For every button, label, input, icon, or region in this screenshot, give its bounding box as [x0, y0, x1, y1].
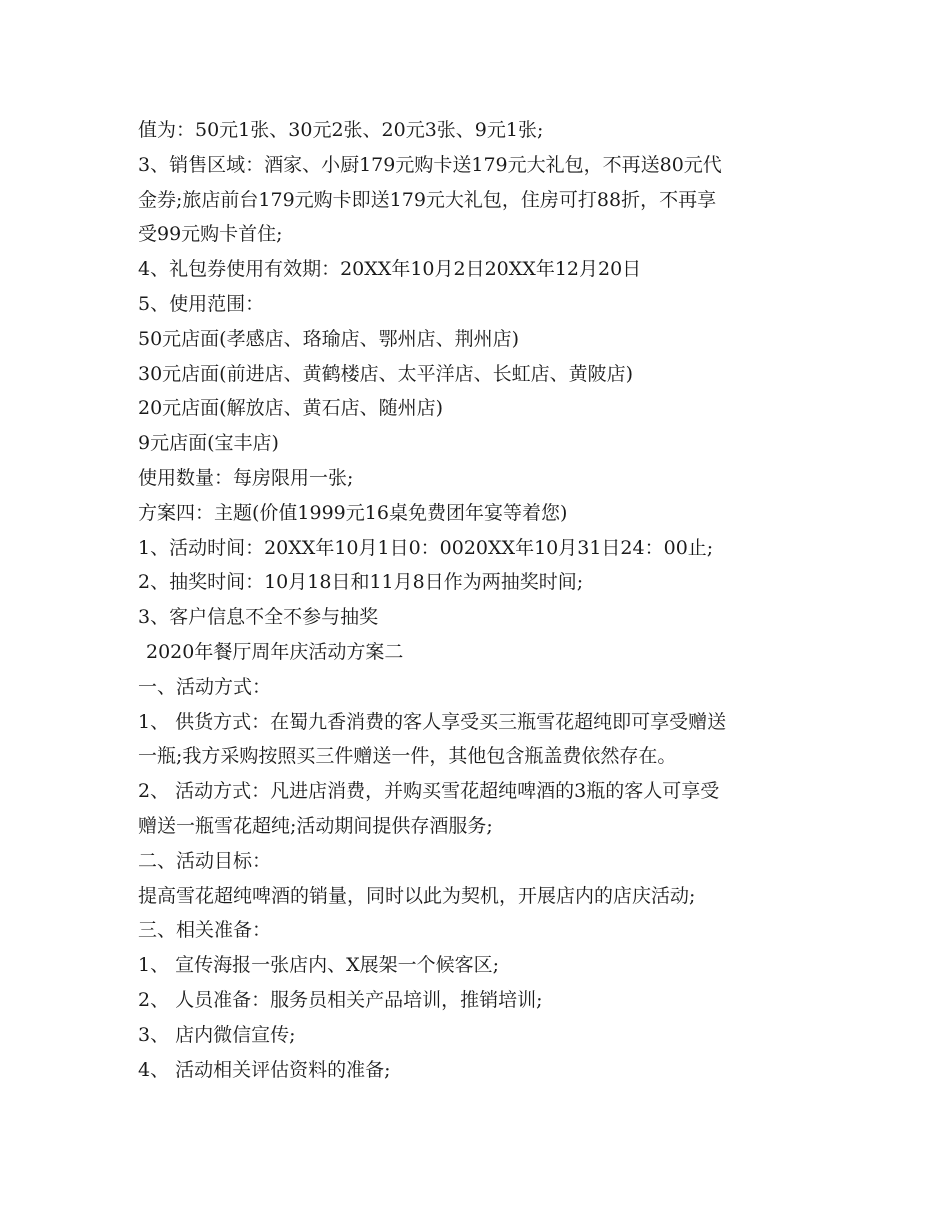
text-line: 4、礼包券使用有效期：20XX年10月2日20XX年12月20日 [138, 258, 642, 281]
text-line: 二、活动目标： [138, 849, 272, 872]
text-line: 1、 供货方式：在蜀九香消费的客人享受买三瓶雪花超纯即可享受赠送 [138, 710, 727, 733]
text-line: 3、销售区域：酒家、小厨179元购卡送179元大礼包，不再送80元代 [138, 153, 722, 176]
text-line: 三、相关准备： [138, 919, 272, 942]
text-line: 使用数量：每房限用一张; [138, 466, 354, 489]
text-line: 3、客户信息不全不参与抽奖 [138, 606, 379, 629]
text-line: 1、 宣传海报一张店内、X展架一个候客区; [138, 954, 500, 977]
text-line: 9元店面(宝丰店) [138, 432, 279, 455]
text-line: 30元店面(前进店、黄鹤楼店、太平洋店、长虹店、黄陂店) [138, 362, 634, 385]
text-line: 提高雪花超纯啤酒的销量，同时以此为契机，开展店内的店庆活动; [138, 884, 696, 907]
text-line: 50元店面(孝感店、珞瑜店、鄂州店、荆州店) [138, 327, 520, 350]
text-line: 受99元购卡首住; [138, 223, 283, 246]
text-line: 一瓶;我方采购按照买三件赠送一件，其他包含瓶盖费依然存在。 [138, 745, 677, 768]
text-line: 4、 活动相关评估资料的准备; [138, 1058, 391, 1081]
text-line: 3、 店内微信宣传; [138, 1023, 296, 1046]
text-line: 方案四：主题(价值1999元16桌免费团年宴等着您) [138, 501, 568, 524]
text-line: 20元店面(解放店、黄石店、随州店) [138, 397, 444, 420]
text-line: 赠送一瓶雪花超纯;活动期间提供存酒服务; [138, 814, 493, 837]
text-line: 金券;旅店前台179元购卡即送179元大礼包，住房可打88折，不再享 [138, 188, 717, 211]
text-line: 5、使用范围： [138, 292, 265, 315]
text-line: 1、活动时间：20XX年10月1日0：0020XX年10月31日24：00止; [138, 536, 714, 559]
text-line: 一、活动方式： [138, 675, 272, 698]
text-line: 值为：50元1张、30元2张、20元3张、9元1张; [138, 119, 544, 141]
section-heading: 2020年餐厅周年庆活动方案二 [146, 640, 404, 663]
text-line: 2、 人员准备：服务员相关产品培训，推销培训; [138, 988, 543, 1011]
text-line: 2、 活动方式：凡进店消费，并购买雪花超纯啤酒的3瓶的客人可享受 [138, 780, 720, 803]
text-line: 2、抽奖时间：10月18日和11月8日作为两抽奖时间; [138, 571, 584, 594]
document-body [138, 113, 818, 1087]
